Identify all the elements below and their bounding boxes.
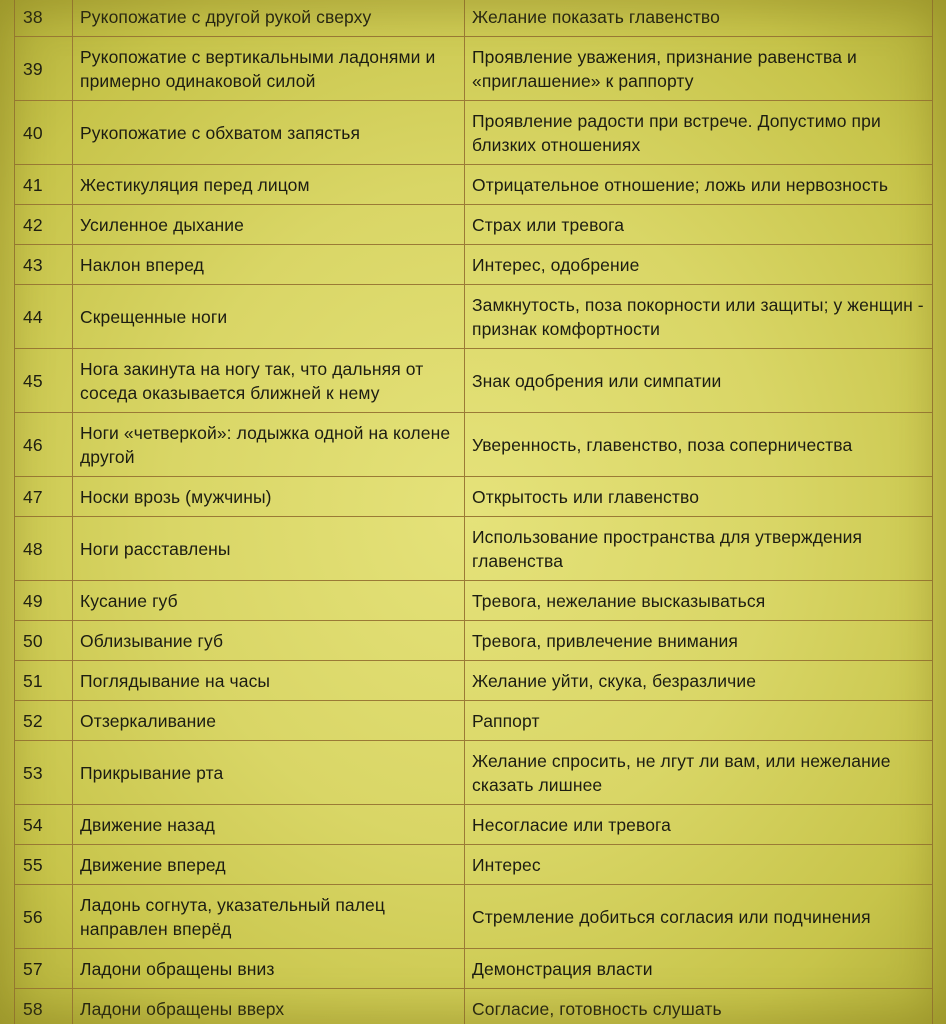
gesture-cell: Ладони обращены вверх — [73, 989, 465, 1024]
row-number-cell: 47 — [15, 477, 73, 517]
row-number-cell: 38 — [15, 0, 73, 37]
table-row — [15, 245, 933, 285]
table-row — [15, 517, 933, 581]
gesture-cell: Рукопожатие с вертикальными ладонями и примерно одинаковой силой — [73, 37, 465, 101]
meaning-cell: Желание показать главенство — [465, 0, 933, 37]
gesture-cell: Нога закинута на ногу так, что дальняя от соседа оказывается ближней к нему — [73, 349, 465, 413]
meaning-cell: Согласие, готовность слушать — [465, 989, 933, 1024]
meaning-cell: Знак одобрения или симпатии — [465, 349, 933, 413]
meaning-cell: Несогласие или тревога — [465, 805, 933, 845]
gesture-cell: Наклон вперед — [73, 245, 465, 285]
meaning-cell: Демонстрация власти — [465, 949, 933, 989]
table-row — [15, 165, 933, 205]
table-row — [15, 37, 933, 101]
row-number-cell: 50 — [15, 621, 73, 661]
table-row — [15, 413, 933, 477]
row-number-cell: 55 — [15, 845, 73, 885]
gesture-cell: Ноги «четверкой»: лодыжка одной на колене другой — [73, 413, 465, 477]
meaning-cell: Интерес, одобрение — [465, 245, 933, 285]
table-row — [15, 741, 933, 805]
gesture-cell: Ладонь согнута, указательный палец направлен вперёд — [73, 885, 465, 949]
meaning-cell: Желание уйти, скука, безразличие — [465, 661, 933, 701]
gesture-cell: Рукопожатие с обхватом запястья — [73, 101, 465, 165]
table-row — [15, 885, 933, 949]
row-number-cell: 49 — [15, 581, 73, 621]
meaning-cell: Отрицательное отношение; ложь или нервозность — [465, 165, 933, 205]
table-row — [15, 101, 933, 165]
table-row — [15, 949, 933, 989]
table-row — [15, 581, 933, 621]
row-number-cell: 56 — [15, 885, 73, 949]
table-row — [15, 205, 933, 245]
gesture-cell: Кусание губ — [73, 581, 465, 621]
row-number-cell: 54 — [15, 805, 73, 845]
table-row — [15, 477, 933, 517]
table-row — [15, 621, 933, 661]
meaning-cell: Уверенность, главенство, поза соперничества — [465, 413, 933, 477]
table-row — [15, 661, 933, 701]
row-number-cell: 58 — [15, 989, 73, 1024]
table-body — [15, 0, 933, 1024]
table-row — [15, 845, 933, 885]
gesture-cell: Поглядывание на часы — [73, 661, 465, 701]
table-row — [15, 805, 933, 845]
row-number-cell: 40 — [15, 101, 73, 165]
meaning-cell: Использование пространства для утверждения главенства — [465, 517, 933, 581]
meaning-cell: Замкнутость, поза покорности или защиты; у женщин - признак комфортности — [465, 285, 933, 349]
row-number-cell: 57 — [15, 949, 73, 989]
meaning-cell: Тревога, нежелание высказываться — [465, 581, 933, 621]
gesture-cell: Отзеркаливание — [73, 701, 465, 741]
row-number-cell: 46 — [15, 413, 73, 477]
row-number-cell: 51 — [15, 661, 73, 701]
gesture-cell: Ноги расставлены — [73, 517, 465, 581]
gestures-table — [14, 0, 933, 1024]
row-number-cell: 39 — [15, 37, 73, 101]
table-row — [15, 0, 933, 37]
table-row — [15, 701, 933, 741]
row-number-cell: 48 — [15, 517, 73, 581]
row-number-cell: 42 — [15, 205, 73, 245]
meaning-cell: Раппорт — [465, 701, 933, 741]
gesture-cell: Рукопожатие с другой рукой сверху — [73, 0, 465, 37]
row-number-cell: 41 — [15, 165, 73, 205]
gesture-cell: Жестикуляция перед лицом — [73, 165, 465, 205]
row-number-cell: 52 — [15, 701, 73, 741]
meaning-cell: Тревога, привлечение внимания — [465, 621, 933, 661]
gesture-cell: Усиленное дыхание — [73, 205, 465, 245]
meaning-cell: Стремление добиться согласия или подчинения — [465, 885, 933, 949]
meaning-cell: Проявление радости при встрече. Допустимо при близких отношениях — [465, 101, 933, 165]
gesture-cell: Облизывание губ — [73, 621, 465, 661]
table-row — [15, 349, 933, 413]
meaning-cell: Открытость или главенство — [465, 477, 933, 517]
gesture-cell: Прикрывание рта — [73, 741, 465, 805]
gesture-cell: Скрещенные ноги — [73, 285, 465, 349]
row-number-cell: 53 — [15, 741, 73, 805]
row-number-cell: 43 — [15, 245, 73, 285]
table-row — [15, 285, 933, 349]
row-number-cell: 44 — [15, 285, 73, 349]
meaning-cell: Проявление уважения, признание равенства и «приглашение» к раппорту — [465, 37, 933, 101]
meaning-cell: Страх или тревога — [465, 205, 933, 245]
gesture-cell: Ладони обращены вниз — [73, 949, 465, 989]
meaning-cell: Интерес — [465, 845, 933, 885]
gesture-cell: Движение вперед — [73, 845, 465, 885]
row-number-cell: 45 — [15, 349, 73, 413]
meaning-cell: Желание спросить, не лгут ли вам, или нежелание сказать лишнее — [465, 741, 933, 805]
gesture-cell: Движение назад — [73, 805, 465, 845]
gesture-cell: Носки врозь (мужчины) — [73, 477, 465, 517]
table-row — [15, 989, 933, 1024]
